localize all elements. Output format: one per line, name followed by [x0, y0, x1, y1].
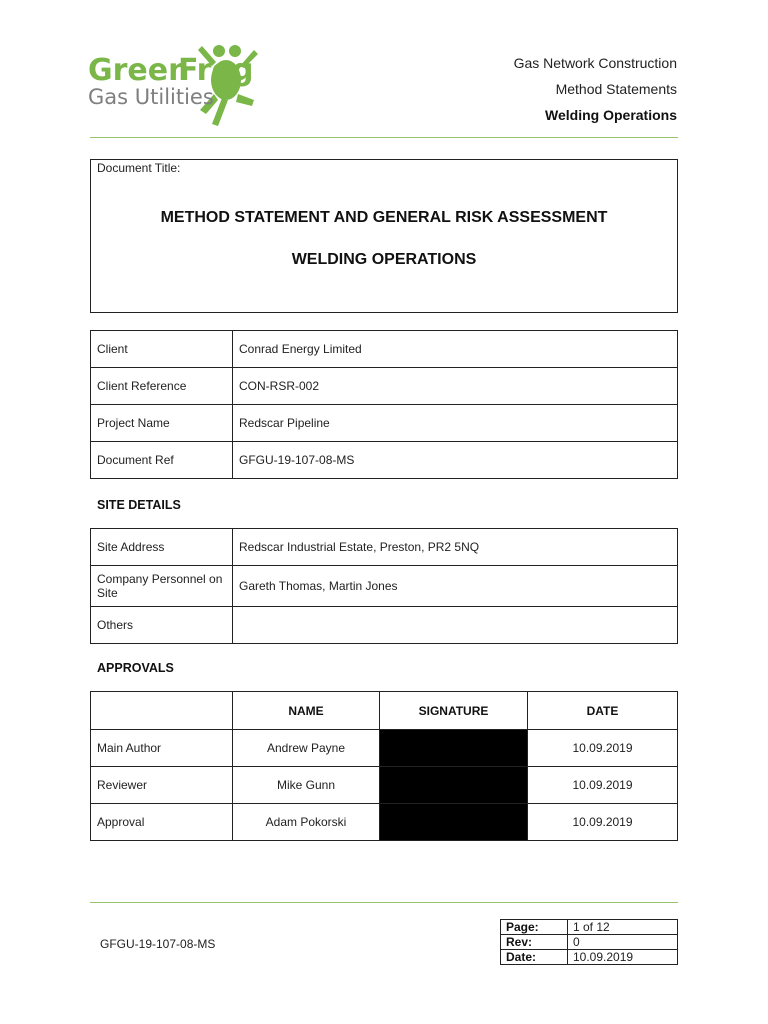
table-row	[91, 767, 678, 804]
table-row	[501, 935, 678, 950]
header-line-3: Welding Operations	[545, 107, 677, 123]
table-row	[91, 529, 678, 566]
header-divider	[90, 137, 678, 138]
table-row	[91, 730, 678, 767]
header-line-2: Method Statements	[555, 81, 677, 97]
approval-name: Mike Gunn	[233, 767, 380, 804]
redacted-signature	[380, 730, 528, 767]
rev-key: Rev:	[501, 935, 568, 950]
document-ref-label: Document Ref	[91, 442, 233, 479]
table-header-row	[91, 692, 678, 730]
document-title-line-2: WELDING OPERATIONS	[291, 251, 477, 268]
approval-role: Reviewer	[91, 767, 233, 804]
date-value: 10.09.2019	[568, 950, 678, 965]
document-ref-value: GFGU-19-107-08-MS	[233, 442, 678, 479]
client-table	[90, 330, 678, 479]
page-info-box	[500, 919, 678, 965]
table-row	[501, 920, 678, 935]
document-title-line-1: METHOD STATEMENT AND GENERAL RISK ASSESSMENT	[160, 209, 608, 226]
site-details-heading: SITE DETAILS	[97, 498, 181, 512]
logo-word-green: Green	[88, 53, 190, 88]
redacted-signature	[380, 804, 528, 841]
approvals-col-name: NAME	[233, 692, 380, 730]
document-title-box	[90, 159, 678, 313]
approval-name: Adam Pokorski	[233, 804, 380, 841]
table-row	[91, 368, 678, 405]
table-row	[91, 607, 678, 644]
table-row	[91, 405, 678, 442]
client-label: Client	[91, 331, 233, 368]
others-value	[233, 607, 678, 644]
company-personnel-value: Gareth Thomas, Martin Jones	[233, 566, 678, 607]
approvals-col-blank	[91, 692, 233, 730]
footer-divider	[90, 902, 678, 903]
client-value: Conrad Energy Limited	[233, 331, 678, 368]
client-reference-value: CON-RSR-002	[233, 368, 678, 405]
page-key: Page:	[501, 920, 568, 935]
document-title-label: Document Title:	[97, 161, 181, 175]
company-logo	[86, 36, 266, 128]
table-row	[91, 331, 678, 368]
approvals-heading: APPROVALS	[97, 661, 174, 675]
approvals-col-date: DATE	[528, 692, 678, 730]
others-label: Others	[91, 607, 233, 644]
table-row	[501, 950, 678, 965]
redacted-signature	[380, 767, 528, 804]
footer-document-ref: GFGU-19-107-08-MS	[100, 937, 216, 951]
approval-date: 10.09.2019	[528, 730, 678, 767]
company-personnel-label: Company Personnel on Site	[91, 566, 233, 607]
table-row	[91, 566, 678, 607]
header-line-1: Gas Network Construction	[513, 55, 677, 71]
approval-date: 10.09.2019	[528, 804, 678, 841]
logo-gas-utilities: Gas Utilities	[88, 85, 214, 109]
approval-role: Approval	[91, 804, 233, 841]
project-name-label: Project Name	[91, 405, 233, 442]
date-key: Date:	[501, 950, 568, 965]
table-row	[91, 804, 678, 841]
approval-date: 10.09.2019	[528, 767, 678, 804]
table-row	[91, 442, 678, 479]
page-value: 1 of 12	[568, 920, 678, 935]
approvals-table	[90, 691, 678, 841]
site-address-value: Redscar Industrial Estate, Preston, PR2 5NQ	[233, 529, 678, 566]
approvals-col-signature: SIGNATURE	[380, 692, 528, 730]
site-address-label: Site Address	[91, 529, 233, 566]
approval-name: Andrew Payne	[233, 730, 380, 767]
project-name-value: Redscar Pipeline	[233, 405, 678, 442]
rev-value: 0	[568, 935, 678, 950]
logo-word-frog: Frog	[178, 53, 254, 88]
approval-role: Main Author	[91, 730, 233, 767]
site-details-table	[90, 528, 678, 644]
client-reference-label: Client Reference	[91, 368, 233, 405]
